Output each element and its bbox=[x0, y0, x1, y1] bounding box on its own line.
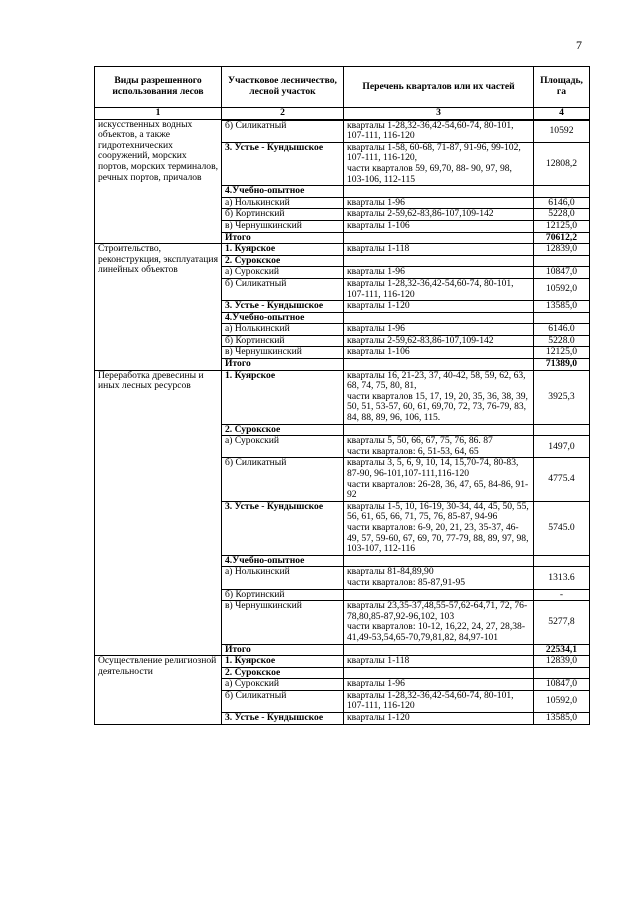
forestry-cell: 2. Сурокское bbox=[222, 255, 344, 267]
table-row bbox=[95, 656, 590, 668]
quarters-cell: кварталы 1-106 bbox=[344, 220, 534, 232]
quarters-cell: кварталы 5, 50, 66, 67, 75, 76, 86. 87 части кварталов: 6, 51-53, 64, 65 bbox=[344, 436, 534, 458]
forestry-cell: 1. Куярское bbox=[222, 244, 344, 256]
area-cell bbox=[534, 186, 590, 198]
quarters-cell bbox=[344, 255, 534, 267]
forestry-cell: б) Кортинский bbox=[222, 209, 344, 221]
header-area: Площадь, га bbox=[534, 67, 590, 108]
area-cell: 10847,0 bbox=[534, 267, 590, 279]
area-cell: 71389,0 bbox=[534, 359, 590, 371]
forestry-cell: Итого bbox=[222, 232, 344, 244]
area-cell: 10592,0 bbox=[534, 278, 590, 300]
use-type-cell: Осуществление религиозной деятельности bbox=[95, 656, 222, 725]
area-cell: 6146,0 bbox=[534, 197, 590, 209]
forestry-cell: 2. Сурокское bbox=[222, 424, 344, 436]
forestry-cell: 4.Учебно-опытное bbox=[222, 186, 344, 198]
forestry-cell: б) Силикатный bbox=[222, 458, 344, 501]
forestry-cell: а) Сурокский bbox=[222, 267, 344, 279]
quarters-cell: кварталы 1-120 bbox=[344, 301, 534, 313]
quarters-cell: кварталы 23,35-37,48,55-57,62-64,71, 72, 76-78,80,85-87,92-96,102, 103 части кварталов: 10-12, 16,22, 24, 27, 28,38-41,49-53,54,65-70,79,81,82, 84,97-101 bbox=[344, 601, 534, 644]
forestry-cell: а) Сурокский bbox=[222, 436, 344, 458]
area-cell: 3925,3 bbox=[534, 370, 590, 424]
area-cell bbox=[534, 312, 590, 324]
quarters-cell: кварталы 1-120 bbox=[344, 713, 534, 725]
area-cell: 12839,0 bbox=[534, 656, 590, 668]
area-cell: 13585,0 bbox=[534, 301, 590, 313]
quarters-cell: кварталы 1-28,32-36,42-54,60-74, 80-101, 107-111, 116-120 bbox=[344, 120, 534, 142]
quarters-cell bbox=[344, 359, 534, 371]
forestry-cell: 1. Куярское bbox=[222, 656, 344, 668]
area-cell: 4775.4 bbox=[534, 458, 590, 501]
quarters-cell: кварталы 1-28,32-36,42-54,60-74, 80-101, 107-111, 116-120 bbox=[344, 278, 534, 300]
area-cell: 6146.0 bbox=[534, 324, 590, 336]
area-cell: 12839,0 bbox=[534, 244, 590, 256]
table-row bbox=[95, 244, 590, 256]
forestry-cell: в) Чернушкинский bbox=[222, 347, 344, 359]
forestry-cell: в) Чернушкинский bbox=[222, 220, 344, 232]
col-number: 2 bbox=[222, 108, 344, 120]
forestry-cell: Итого bbox=[222, 359, 344, 371]
forestry-cell: а) Сурокский bbox=[222, 679, 344, 691]
use-type-cell: Переработка древесины и иных лесных ресурсов bbox=[95, 370, 222, 655]
area-cell: 10592,0 bbox=[534, 690, 590, 712]
use-type-cell: Строительство, реконструкция, эксплуатация линейных объектов bbox=[95, 244, 222, 371]
forestry-cell: 3. Устье - Кундышское bbox=[222, 142, 344, 185]
forestry-cell: в) Чернушкинский bbox=[222, 601, 344, 644]
quarters-cell: кварталы 81-84,89,90 части кварталов: 85-87,91-95 bbox=[344, 567, 534, 589]
forestry-cell: б) Кортинский bbox=[222, 589, 344, 601]
area-cell: 10847,0 bbox=[534, 679, 590, 691]
forestry-cell: б) Кортинский bbox=[222, 335, 344, 347]
quarters-cell: кварталы 2-59,62-83,86-107,109-142 bbox=[344, 209, 534, 221]
forestry-cell: Итого bbox=[222, 644, 344, 656]
forestry-cell: б) Силикатный bbox=[222, 690, 344, 712]
quarters-cell bbox=[344, 232, 534, 244]
forestry-cell: 4.Учебно-опытное bbox=[222, 312, 344, 324]
forestry-cell: 1. Куярское bbox=[222, 370, 344, 424]
quarters-cell: кварталы 1-5, 10, 16-19, 30-34, 44, 45, 50, 55, 56, 61, 65, 66, 71, 75, 76, 85-87, 94-96 части кварталов: 6-9, 20, 21, 23, 35-37, 46-49, 57, 59-60, 67, 69, 70, 77-79, 88, 89, 97, 98, 103-107, 112-116 bbox=[344, 501, 534, 555]
col-number: 1 bbox=[95, 108, 222, 120]
forestry-cell: а) Нолькинский bbox=[222, 197, 344, 209]
use-type-cell: искусственных водных объектов, а также гидротехнических сооружений, морских портов, морских терминалов, речных портов, причалов bbox=[95, 119, 222, 244]
forestry-cell: б) Силикатный bbox=[222, 278, 344, 300]
header-quarters: Перечень кварталов или их частей bbox=[344, 67, 534, 108]
quarters-cell: кварталы 1-96 bbox=[344, 267, 534, 279]
area-cell: - bbox=[534, 589, 590, 601]
area-cell: 13585,0 bbox=[534, 713, 590, 725]
quarters-cell: кварталы 1-118 bbox=[344, 656, 534, 668]
area-cell: 22534,1 bbox=[534, 644, 590, 656]
area-cell: 1497,0 bbox=[534, 436, 590, 458]
table-body bbox=[95, 119, 590, 724]
area-cell bbox=[534, 555, 590, 567]
forest-use-table bbox=[94, 66, 590, 725]
quarters-cell: кварталы 2-59,62-83,86-107,109-142 bbox=[344, 335, 534, 347]
area-cell: 10592 bbox=[534, 120, 590, 142]
area-cell bbox=[534, 424, 590, 436]
forestry-cell: б) Силикатный bbox=[222, 120, 344, 142]
area-cell: 5277,8 bbox=[534, 601, 590, 644]
quarters-cell bbox=[344, 312, 534, 324]
area-cell: 5228,0 bbox=[534, 209, 590, 221]
quarters-cell: кварталы 16, 21-23, 37, 40-42, 58, 59, 62, 63, 68, 74, 75, 80, 81, части кварталов 15, 17, 19, 20, 35, 36, 38, 39, 50, 51, 53-57, 60, 61, 69,70, 72, 73, 76-79, 83, 84, 88, 89, 96, 106, 115. bbox=[344, 370, 534, 424]
quarters-cell: кварталы 1-58, 60-68, 71-87, 91-96, 99-102, 107-111, 116-120, части кварталов 59, 69,70, 88- 90, 97, 98, 103-106, 112-115 bbox=[344, 142, 534, 185]
quarters-cell: кварталы 1-106 bbox=[344, 347, 534, 359]
area-cell: 12125,0 bbox=[534, 220, 590, 232]
quarters-cell: кварталы 1-96 bbox=[344, 679, 534, 691]
col-number: 4 bbox=[534, 108, 590, 120]
area-cell: 5745.0 bbox=[534, 501, 590, 555]
area-cell: 12125,0 bbox=[534, 347, 590, 359]
area-cell: 70612,2 bbox=[534, 232, 590, 244]
quarters-cell bbox=[344, 667, 534, 679]
forestry-cell: 3. Устье - Кундышское bbox=[222, 301, 344, 313]
area-cell: 5228.0 bbox=[534, 335, 590, 347]
page-number: 7 bbox=[576, 38, 582, 52]
area-cell: 12808,2 bbox=[534, 142, 590, 185]
forestry-cell: 3. Устье - Кундышское bbox=[222, 501, 344, 555]
area-cell: 1313.6 bbox=[534, 567, 590, 589]
quarters-cell: кварталы 1-118 bbox=[344, 244, 534, 256]
quarters-cell: кварталы 1-28,32-36,42-54,60-74, 80-101, 107-111, 116-120 bbox=[344, 690, 534, 712]
forestry-cell: 4.Учебно-опытное bbox=[222, 555, 344, 567]
forestry-cell: а) Нолькинский bbox=[222, 324, 344, 336]
forestry-cell: 2. Сурокское bbox=[222, 667, 344, 679]
quarters-cell: кварталы 1-96 bbox=[344, 197, 534, 209]
quarters-cell bbox=[344, 186, 534, 198]
area-cell bbox=[534, 255, 590, 267]
header-forestry: Участковое лесничество, лесной участок bbox=[222, 67, 344, 108]
area-cell bbox=[534, 667, 590, 679]
quarters-cell: кварталы 3, 5, 6, 9, 10, 14, 15,70-74, 80-83, 87-90, 96-101,107-111,116-120 части кварталов: 26-28, 36, 47, 65, 84-86, 91-92 bbox=[344, 458, 534, 501]
header-use-type: Виды разрешенного использования лесов bbox=[95, 67, 222, 108]
quarters-cell bbox=[344, 424, 534, 436]
forestry-cell: а) Нолькинский bbox=[222, 567, 344, 589]
forestry-cell: 3. Устье - Кундышское bbox=[222, 713, 344, 725]
table-row bbox=[95, 370, 590, 424]
quarters-cell bbox=[344, 589, 534, 601]
quarters-cell bbox=[344, 555, 534, 567]
quarters-cell bbox=[344, 644, 534, 656]
quarters-cell: кварталы 1-96 bbox=[344, 324, 534, 336]
col-number: 3 bbox=[344, 108, 534, 120]
